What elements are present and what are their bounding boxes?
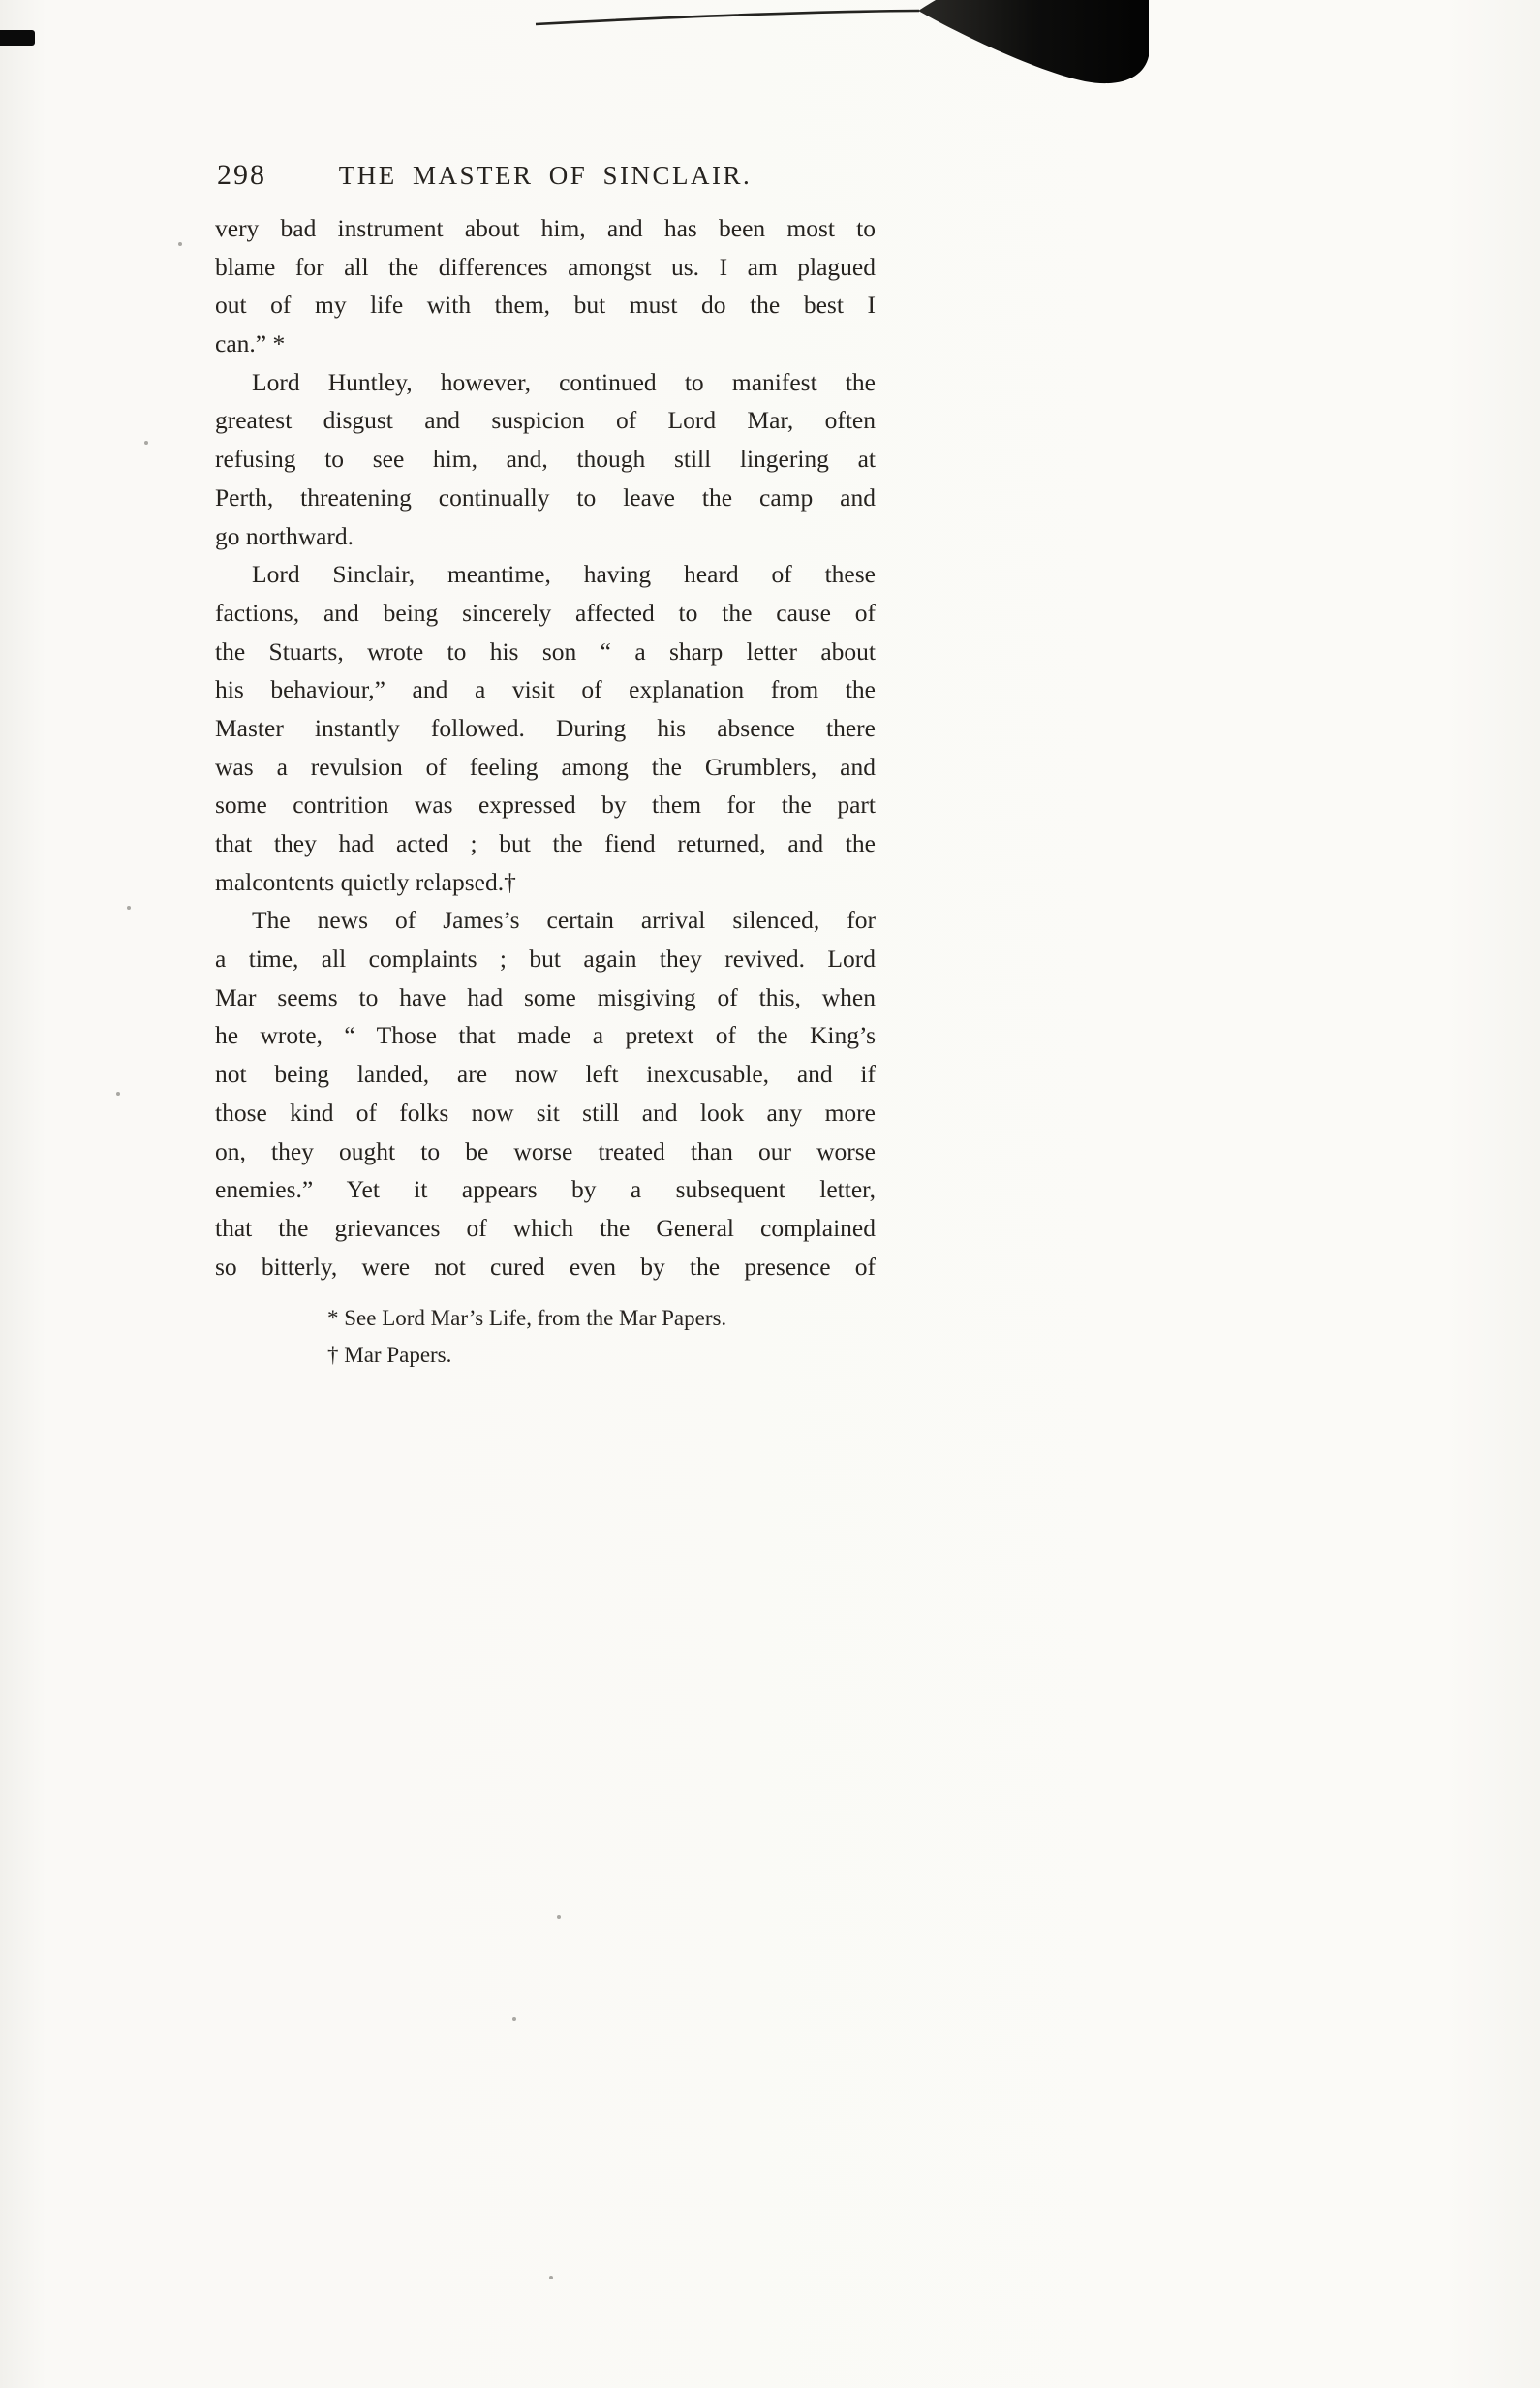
text-line: can.” *: [215, 329, 286, 358]
text-line: those kind of folks now sit still and look any more: [215, 1098, 876, 1127]
text-line: not being landed, are now left inexcusable, and if: [215, 1060, 876, 1089]
text-line: on, they ought to be worse treated than our worse: [215, 1136, 876, 1165]
text-line: very bad instrument about him, and has been most to: [215, 214, 876, 242]
text-line: was a revulsion of feeling among the Grumblers, and: [215, 752, 876, 781]
text-line: refusing to see him, and, though still lingering at: [215, 445, 876, 474]
footnote: * See Lord Mar’s Life, from the Mar Papers.: [327, 1306, 727, 1330]
text-line: the Stuarts, wrote to his son “ a sharp letter about: [215, 636, 876, 666]
text-line: Lord Huntley, however, continued to manifest the: [252, 367, 876, 396]
text-line: The news of James’s certain arrival silenced, for: [252, 906, 876, 935]
scan-speck: [144, 441, 148, 445]
text-line: that they had acted ; but the fiend returned, and the: [215, 829, 876, 857]
text-line: that the grievances of which the General complained: [215, 1213, 876, 1242]
text-line: his behaviour,” and a visit of explanation from the: [215, 675, 876, 704]
text-line: Master instantly followed. During his absence there: [215, 713, 876, 742]
running-title: THE MASTER OF SINCLAIR.: [338, 161, 753, 190]
text-line: out of my life with them, but must do the best I: [215, 291, 876, 320]
text-line: malcontents quietly relapsed.†: [215, 867, 516, 896]
scan-speck: [557, 1915, 561, 1919]
text-line: enemies.” Yet it appears by a subsequent letter,: [215, 1175, 876, 1204]
scan-speck: [116, 1092, 120, 1096]
text-line: some contrition was expressed by them for the part: [215, 791, 876, 820]
footnote: † Mar Papers.: [327, 1343, 452, 1367]
text-line: Lord Sinclair, meantime, having heard of these: [252, 560, 876, 589]
text-line: a time, all complaints ; but again they revived. Lord: [215, 945, 876, 974]
scan-speck: [549, 2276, 553, 2279]
page-header: [215, 157, 876, 198]
page-curl-decoration: [528, 0, 1162, 111]
footnotes: [327, 1300, 870, 1374]
text-line: he wrote, “ Those that made a pretext of the King’s: [215, 1021, 876, 1050]
text-line: factions, and being sincerely affected to the cause of: [215, 598, 876, 627]
text-line: Perth, threatening continually to leave the camp and: [215, 482, 876, 512]
scan-speck: [512, 2017, 516, 2021]
body-text: [215, 209, 876, 1286]
scan-edge-mark: [0, 30, 35, 46]
scan-speck: [127, 906, 131, 910]
text-line: greatest disgust and suspicion of Lord Mar, often: [215, 406, 876, 435]
text-line: blame for all the differences amongst us. I am plagued: [215, 252, 876, 281]
text-line: so bitterly, were not cured even by the presence of: [215, 1252, 876, 1281]
text-line: Mar seems to have had some misgiving of this, when: [215, 982, 876, 1011]
page-number: 298: [217, 159, 266, 191]
text-line: go northward.: [215, 521, 354, 550]
scan-speck: [178, 242, 182, 246]
